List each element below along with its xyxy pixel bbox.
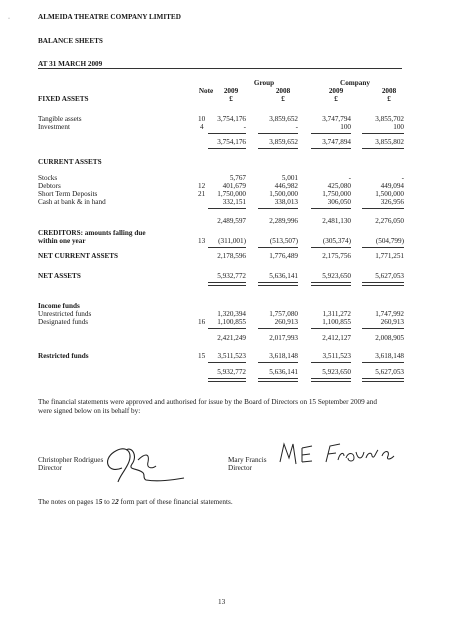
restricted-company-2008: 3,618,148: [375, 352, 404, 360]
fixed-rule-1: [208, 133, 246, 134]
funds-total-group-2009: 5,932,772: [217, 368, 246, 376]
investment-group-2008: -: [295, 123, 298, 131]
investment-company-2008: 100: [393, 123, 404, 131]
fixed-total-company-2008: 3,855,802: [375, 138, 404, 146]
net-assets-company-2009: 5,923,650: [322, 272, 351, 280]
creditors-rule-3: [311, 247, 351, 248]
fixed-assets-heading: FIXED ASSETS: [38, 95, 89, 103]
income-total-group-2008: 2,017,993: [269, 334, 298, 342]
restricted-company-2009: 3,511,523: [322, 352, 351, 360]
year-company-2009: 2009: [328, 87, 344, 95]
notes-footnote: [38, 498, 233, 506]
approval-statement-line2: were signed below on its behalf by:: [38, 407, 141, 415]
deposits-group-2009: 1,750,000: [217, 190, 246, 198]
deposits-group-2008: 1,500,000: [269, 190, 298, 198]
current-total-group-2009: 2,489,597: [217, 217, 246, 225]
restricted-rule-2: [258, 362, 298, 363]
fixed-rule-2: [258, 133, 298, 134]
signature-mary-francis: [278, 438, 398, 468]
restricted-group-2009: 3,511,523: [217, 352, 246, 360]
unrestricted-company-2009: 1,311,272: [322, 310, 351, 318]
creditors-rule-2: [258, 247, 298, 248]
year-company-2008: 2008: [381, 87, 397, 95]
deposits-company-2009: 1,750,000: [322, 190, 351, 198]
income-total-company-2008: 2,008,905: [375, 334, 404, 342]
designated-company-2008: 260,913: [380, 318, 404, 326]
document-title: BALANCE SHEETS: [38, 37, 103, 45]
income-total-company-2009: 2,412,127: [322, 334, 351, 342]
income-funds-heading: Income funds: [38, 302, 80, 310]
year-group-2008: 2008: [275, 87, 291, 95]
investment-group-2009: -: [243, 123, 246, 131]
signatory-1-role: Director: [38, 464, 62, 472]
net-assets-group-2009: 5,932,772: [217, 272, 246, 280]
creditors-note: 13: [198, 237, 206, 245]
unrestricted-funds-label: Unrestricted funds: [38, 310, 92, 318]
current-total-group-2008: 2,289,996: [269, 217, 298, 225]
funds-double-rule-1: [208, 378, 246, 382]
tangible-assets-note: 10: [198, 115, 206, 123]
creditors-rule-4: [362, 247, 404, 248]
current-rule-1: [208, 208, 246, 209]
company-heading: Company: [340, 79, 370, 87]
designated-group-2008: 260,913: [274, 318, 298, 326]
designated-funds-label: Designated funds: [38, 318, 89, 326]
currency-company-2009: £: [334, 95, 338, 103]
fixed-rule-3: [311, 133, 351, 134]
notes-footnote-hand-1: 5: [98, 498, 103, 506]
creditors-company-2009: (305,374): [322, 237, 351, 245]
income-rule-2: [258, 328, 298, 329]
income-rule-3: [311, 328, 351, 329]
investment-label: Investment: [38, 123, 70, 131]
currency-group-2008: £: [281, 95, 285, 103]
restricted-rule-1: [208, 362, 246, 363]
creditors-company-2008: (504,799): [375, 237, 404, 245]
fixed-total-underline-1: [208, 148, 246, 149]
stocks-group-2009: 5,767: [229, 174, 246, 182]
deposits-note: 21: [198, 190, 206, 198]
deposits-label: Short Term Deposits: [38, 190, 98, 198]
funds-total-company-2008: 5,627,053: [375, 368, 404, 376]
fixed-total-underline-3: [311, 148, 351, 149]
net-current-company-2008: 1,771,251: [375, 252, 404, 260]
unrestricted-group-2009: 1,320,394: [217, 310, 246, 318]
net-assets-group-2008: 5,636,141: [269, 272, 298, 280]
fixed-rule-4: [362, 133, 404, 134]
cash-company-2009: 306,050: [327, 198, 351, 206]
restricted-funds-note: 15: [198, 352, 206, 360]
net-assets-double-rule-1: [208, 282, 246, 286]
deposits-company-2008: 1,500,000: [375, 190, 404, 198]
balance-date: AT 31 MARCH 2009: [38, 60, 103, 68]
fixed-total-underline-4: [362, 148, 404, 149]
notes-footnote-hand-2: 2: [115, 498, 119, 506]
current-total-company-2008: 2,276,050: [375, 217, 404, 225]
group-heading: Group: [253, 79, 275, 87]
unrestricted-company-2008: 1,747,992: [375, 310, 404, 318]
designated-funds-note: 16: [198, 318, 206, 326]
funds-double-rule-4: [362, 378, 404, 382]
signatory-1-name: Christopher Rodrigues: [38, 456, 104, 464]
currency-group-2009: £: [229, 95, 233, 103]
fixed-total-company-2009: 3,747,894: [322, 138, 351, 146]
fixed-total-underline-2: [258, 148, 298, 149]
debtors-group-2008: 446,982: [274, 182, 298, 190]
restricted-group-2008: 3,618,148: [269, 352, 298, 360]
creditors-heading-line2: within one year: [38, 237, 86, 245]
net-assets-label: NET ASSETS: [38, 272, 81, 280]
cash-group-2009: 332,151: [222, 198, 246, 206]
creditors-group-2009: (311,001): [218, 237, 246, 245]
cash-group-2008: 338,013: [274, 198, 298, 206]
year-group-2009: 2009: [223, 87, 239, 95]
cash-label: Cash at bank & in hand: [38, 198, 106, 206]
debtors-group-2009: 401,679: [222, 182, 246, 190]
creditors-rule-1: [208, 247, 246, 248]
stocks-label: Stocks: [38, 174, 58, 182]
debtors-note: 12: [198, 182, 206, 190]
current-rule-4: [362, 208, 404, 209]
funds-double-rule-2: [258, 378, 298, 382]
cash-company-2008: 326,956: [380, 198, 404, 206]
note-heading: Note: [198, 87, 214, 95]
signatory-2-role: Director: [228, 464, 252, 472]
net-assets-double-rule-2: [258, 282, 298, 286]
page-number: 13: [218, 598, 226, 606]
debtors-label: Debtors: [38, 182, 61, 190]
investment-note: 4: [200, 123, 204, 131]
current-rule-3: [311, 208, 351, 209]
restricted-funds-label: Restricted funds: [38, 352, 89, 360]
currency-company-2008: £: [387, 95, 391, 103]
net-assets-company-2008: 5,627,053: [375, 272, 404, 280]
current-rule-2: [258, 208, 298, 209]
net-current-company-2009: 2,175,756: [322, 252, 351, 260]
notes-footnote-start: The notes on pages 1: [38, 498, 99, 506]
stocks-company-2009: -: [348, 174, 351, 182]
stocks-group-2008: 5,001: [281, 174, 298, 182]
current-assets-heading: CURRENT ASSETS: [38, 158, 102, 166]
investment-company-2009: 100: [340, 123, 351, 131]
notes-footnote-end: form part of these financial statements.: [120, 498, 233, 506]
funds-double-rule-3: [311, 378, 351, 382]
fixed-total-group-2008: 3,859,652: [269, 138, 298, 146]
unrestricted-group-2008: 1,757,080: [269, 310, 298, 318]
header-rule: [38, 68, 402, 69]
funds-total-group-2008: 5,636,141: [269, 368, 298, 376]
signature-christopher-rodrigues: [98, 438, 186, 488]
funds-total-company-2009: 5,923,650: [322, 368, 351, 376]
income-total-group-2009: 2,421,249: [217, 334, 246, 342]
creditors-group-2008: (513,507): [269, 237, 298, 245]
debtors-company-2008: 449,094: [380, 182, 404, 190]
creditors-heading-line1: CREDITORS: amounts falling due: [38, 229, 146, 237]
income-rule-1: [208, 328, 246, 329]
tangible-group-2009: 3,754,176: [217, 115, 246, 123]
approval-statement-line1: The financial statements were approved and authorised for issue by the Board of Directors on 15 September 2009 and: [38, 398, 377, 406]
debtors-company-2009: 425,080: [327, 182, 351, 190]
restricted-rule-4: [362, 362, 404, 363]
current-total-company-2009: 2,481,130: [322, 217, 351, 225]
net-current-assets-label: NET CURRENT ASSETS: [38, 252, 119, 260]
signatory-2-name: Mary Francis: [228, 456, 267, 464]
tangible-group-2008: 3,859,652: [269, 115, 298, 123]
net-assets-double-rule-3: [311, 282, 351, 286]
designated-group-2009: 1,100,855: [217, 318, 246, 326]
net-assets-double-rule-4: [362, 282, 404, 286]
net-current-group-2008: 1,776,489: [269, 252, 298, 260]
margin-mark: ·: [8, 16, 10, 22]
tangible-assets-label: Tangible assets: [38, 115, 82, 123]
tangible-company-2008: 3,855,702: [375, 115, 404, 123]
tangible-company-2009: 3,747,794: [322, 115, 351, 123]
restricted-rule-3: [311, 362, 351, 363]
stocks-company-2008: -: [401, 174, 404, 182]
income-rule-4: [362, 328, 404, 329]
net-current-group-2009: 2,178,596: [217, 252, 246, 260]
notes-footnote-mid: to 2: [104, 498, 116, 506]
fixed-total-group-2009: 3,754,176: [217, 138, 246, 146]
designated-company-2009: 1,100,855: [322, 318, 351, 326]
company-name: ALMEIDA THEATRE COMPANY LIMITED: [38, 13, 181, 21]
